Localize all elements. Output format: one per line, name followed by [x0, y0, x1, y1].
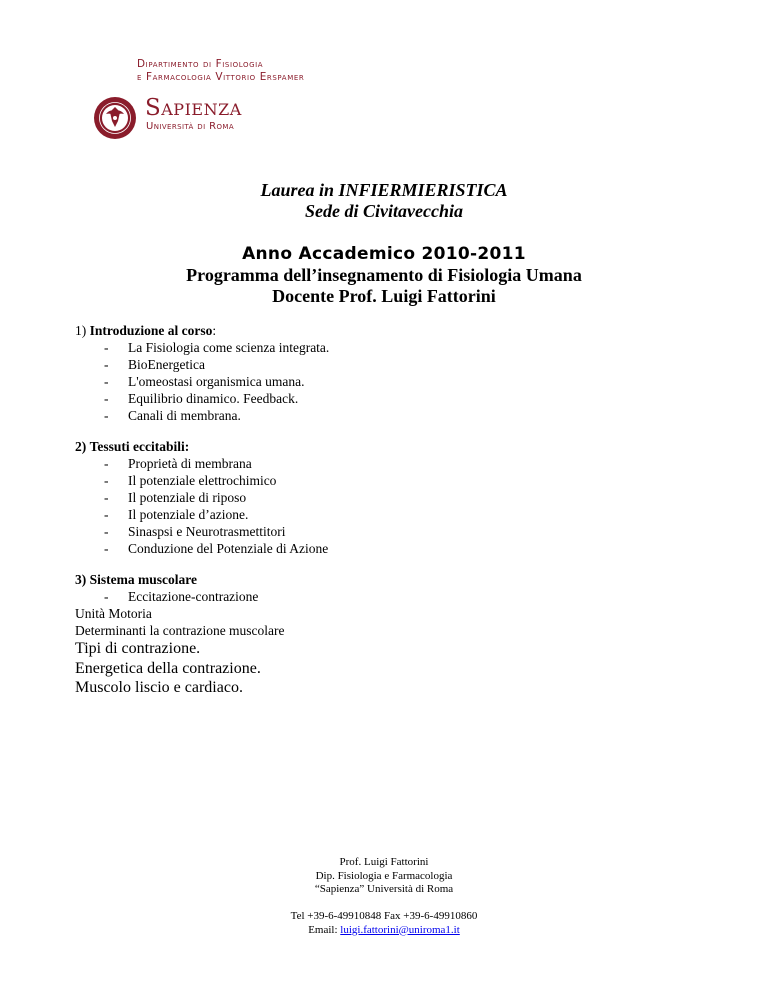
department-line-2: e Farmacologia Vittorio Erspamer	[137, 71, 305, 83]
dash-bullet: -	[104, 408, 109, 423]
dash-bullet: -	[104, 357, 109, 372]
footer-name: Prof. Luigi Fattorini	[339, 856, 429, 868]
footer-univ: “Sapienza” Università di Roma	[314, 883, 454, 895]
footer-email-line	[0, 924, 768, 938]
dash-bullet: -	[104, 473, 109, 488]
list-item	[104, 390, 695, 407]
list-item	[104, 472, 695, 489]
dash-bullet: -	[104, 374, 109, 389]
section-number: 3)	[75, 572, 87, 587]
list-item	[104, 455, 695, 472]
academic-year: Anno Accademico 2010-2011	[242, 244, 526, 264]
list-item	[104, 373, 695, 390]
plain-line-large: Tipi di contrazione.	[75, 640, 201, 657]
plain-line: Determinanti la contrazione muscolare	[75, 623, 285, 638]
teacher-line: Docente Prof. Luigi Fattorini	[272, 286, 496, 306]
list-item-text: Il potenziale elettrochimico	[128, 473, 277, 488]
list-item	[104, 356, 695, 373]
dash-bullet: -	[104, 589, 109, 604]
list-item-text: BioEnergetica	[128, 357, 205, 372]
signature-block	[0, 856, 768, 897]
section-title-text: Introduzione al corso	[89, 323, 213, 338]
sapienza-seal-icon	[93, 96, 137, 140]
section-3-title	[75, 571, 695, 588]
section-number: 2)	[75, 439, 87, 454]
list-item	[104, 523, 695, 540]
list-item-text: Canali di membrana.	[128, 408, 241, 423]
list-item-text: Eccitazione-contrazione	[128, 589, 259, 604]
section-2-list	[75, 455, 695, 557]
list-item	[104, 489, 695, 506]
section-1-title	[75, 322, 695, 339]
plain-line-large: Muscolo liscio e cardiaco.	[75, 679, 243, 696]
department-line-1: Dipartimento di Fisiologia	[137, 58, 264, 70]
plain-line: Unità Motoria	[75, 606, 152, 621]
email-link[interactable]: luigi.fattorini@uniroma1.it	[340, 923, 460, 936]
dash-bullet: -	[104, 541, 109, 556]
dash-bullet: -	[104, 340, 109, 355]
section-title-text: Tessuti eccitabili:	[89, 439, 190, 454]
dash-bullet: -	[104, 456, 109, 471]
list-item	[104, 506, 695, 523]
course-title	[0, 180, 768, 222]
dash-bullet: -	[104, 524, 109, 539]
section-number: 1)	[75, 323, 87, 338]
footer-dept: Dip. Fisiologia e Farmacologia	[315, 869, 453, 882]
program-line: Programma dell’insegnamento di Fisiologia Umana	[186, 265, 582, 285]
footer-phone: Tel +39-6-49910848 Fax +39-6-49910860	[290, 910, 478, 922]
logo-wordmark: Sapienza	[145, 95, 242, 121]
section-title-suffix: :	[212, 323, 217, 338]
list-item	[104, 339, 695, 356]
section-title-text: Sistema muscolare	[89, 572, 197, 587]
list-item-text: Sinaspsi e Neurotrasmettitori	[128, 524, 286, 539]
list-item-text: Conduzione del Potenziale di Azione	[128, 541, 329, 556]
list-item-text: Proprietà di membrana	[128, 456, 252, 471]
list-item	[104, 407, 695, 424]
list-item-text: L'omeostasi organismica umana.	[128, 374, 305, 389]
section-1-list	[75, 339, 695, 424]
dash-bullet: -	[104, 490, 109, 505]
dash-bullet: -	[104, 507, 109, 522]
syllabus-body	[75, 322, 695, 698]
list-item-text: Equilibrio dinamico. Feedback.	[128, 391, 299, 406]
list-item	[104, 540, 695, 557]
list-item-text: La Fisiologia come scienza integrata.	[128, 340, 330, 355]
laurea-line: Laurea in INFIERMIERISTICA	[260, 180, 508, 200]
list-item-text: Il potenziale d’azione.	[128, 507, 249, 522]
section-3-list	[75, 588, 695, 605]
sede-line: Sede di Civitavecchia	[305, 201, 463, 221]
plain-line-large: Energetica della contrazione.	[75, 659, 261, 677]
list-item-text: Il potenziale di riposo	[128, 490, 247, 505]
dash-bullet: -	[104, 391, 109, 406]
logo-subtitle: Università di Roma	[146, 121, 235, 132]
email-label: Email:	[308, 923, 341, 936]
program-title	[0, 265, 768, 307]
list-item	[104, 588, 695, 605]
department-name	[137, 58, 304, 84]
contact-block	[0, 910, 768, 937]
section-2-title	[75, 438, 695, 455]
